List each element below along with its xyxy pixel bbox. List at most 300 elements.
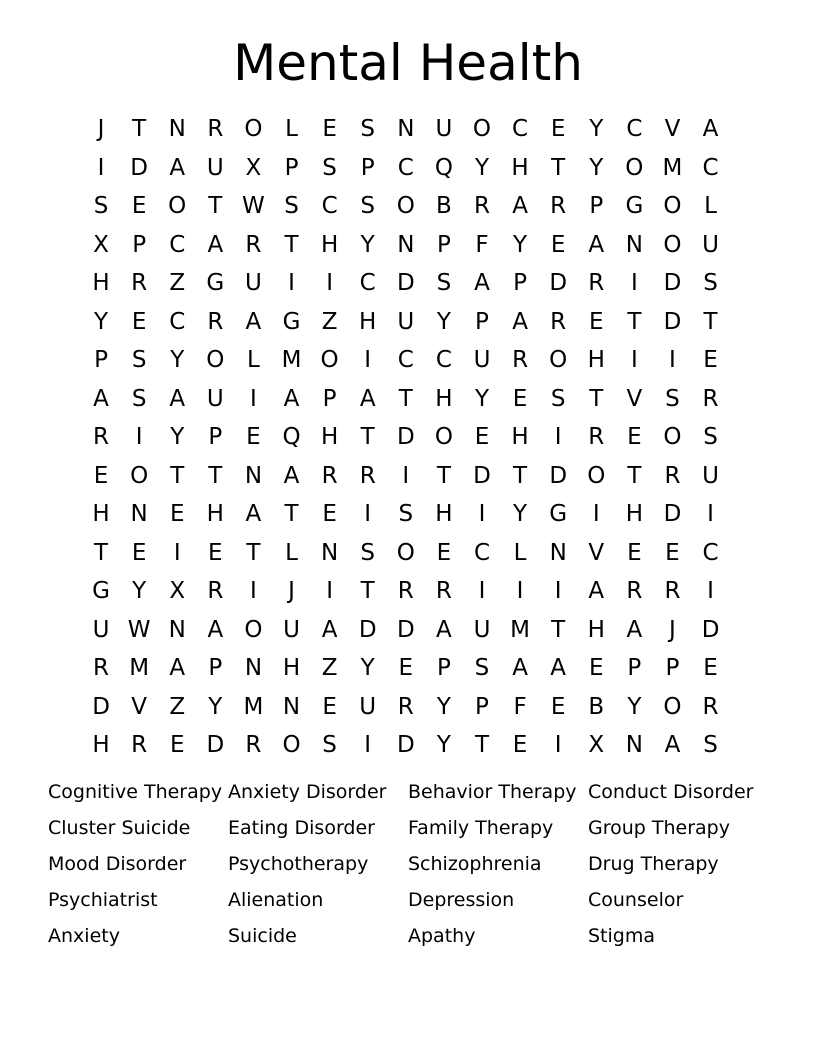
grid-cell: A — [169, 385, 186, 412]
grid-cell: R — [702, 385, 719, 412]
grid-cell: I — [478, 501, 486, 528]
grid-cell: P — [208, 424, 223, 451]
grid-cell: S — [550, 385, 566, 412]
grid-cell: T — [474, 732, 490, 759]
word-list-item: Apathy — [408, 925, 476, 947]
grid-cell: I — [173, 539, 181, 566]
grid-cell: Z — [321, 655, 338, 682]
grid-cell: Z — [169, 270, 186, 297]
grid-cell: U — [206, 154, 224, 181]
grid-cell: F — [513, 693, 527, 720]
grid-cell: T — [360, 424, 375, 451]
grid-cell: N — [625, 732, 643, 759]
grid-cell: Y — [436, 308, 451, 335]
grid-cell: G — [92, 578, 110, 605]
grid-row — [82, 187, 730, 226]
grid-cell: B — [436, 193, 452, 220]
grid-cell: R — [397, 578, 414, 605]
grid-cell: C — [473, 539, 491, 566]
grid-cell: I — [288, 270, 295, 297]
grid-cell: M — [662, 154, 683, 181]
grid-cell: U — [702, 462, 719, 489]
grid-cell: Y — [360, 231, 375, 258]
word-list-item: Stigma — [588, 925, 656, 947]
grid-cell: E — [436, 539, 452, 566]
grid-cell: A — [512, 193, 528, 220]
grid-cell: N — [282, 693, 301, 720]
grid-cell: A — [321, 616, 338, 643]
grid-cell: T — [170, 462, 185, 489]
grid-cell: D — [130, 154, 148, 181]
grid-cell: I — [250, 385, 257, 412]
grid-cell: Y — [474, 385, 490, 412]
grid-cell: H — [587, 616, 605, 643]
grid-cell: T — [208, 462, 223, 489]
grid-cell: G — [625, 193, 644, 220]
grid-cell: I — [592, 501, 600, 528]
grid-cell: A — [207, 231, 224, 258]
grid-cell: Y — [513, 231, 528, 258]
grid-cell: Y — [436, 693, 451, 720]
grid-cell: A — [512, 308, 528, 335]
grid-cell: P — [589, 193, 604, 220]
grid-cell: L — [285, 539, 298, 566]
grid-cell: T — [551, 616, 566, 643]
grid-cell: I — [326, 270, 333, 297]
grid-cell: M — [281, 347, 302, 374]
grid-cell: E — [131, 539, 147, 566]
grid-cell: A — [436, 616, 452, 643]
grid-cell: U — [397, 308, 415, 335]
grid-cell: C — [359, 270, 376, 297]
grid-cell: N — [244, 462, 263, 489]
grid-cell: L — [704, 193, 717, 220]
grid-cell: G — [549, 501, 568, 528]
grid-cell: D — [701, 616, 720, 643]
grid-cell: S — [360, 539, 375, 566]
word-list-item: Conduct Disorder — [588, 781, 754, 803]
grid-row — [82, 149, 730, 188]
grid-cell: E — [588, 655, 604, 682]
grid-cell: R — [207, 116, 224, 143]
grid-cell: I — [97, 154, 105, 181]
word-list-item: Drug Therapy — [588, 853, 719, 875]
grid-cell: Q — [434, 154, 453, 181]
grid-cell: A — [169, 655, 186, 682]
grid-cell: A — [512, 655, 528, 682]
grid-cell: L — [513, 539, 527, 566]
grid-cell: O — [130, 462, 149, 489]
grid-cell: D — [396, 424, 415, 451]
grid-cell: V — [626, 385, 643, 412]
grid-cell: A — [283, 462, 300, 489]
grid-cell: E — [703, 655, 718, 682]
grid-cell: O — [663, 231, 682, 258]
grid-cell: R — [131, 270, 148, 297]
grid-cell: S — [360, 193, 375, 220]
grid-cell: R — [664, 578, 681, 605]
grid-cell: O — [549, 347, 568, 374]
grid-cell: A — [664, 732, 681, 759]
grid-cell: Y — [513, 501, 528, 528]
grid-row — [82, 226, 730, 265]
grid-cell: C — [397, 154, 414, 181]
grid-cell: E — [169, 732, 185, 759]
grid-cell: U — [92, 616, 110, 643]
grid-cell: V — [588, 539, 605, 566]
grid-cell: R — [359, 462, 376, 489]
grid-cell: G — [206, 270, 225, 297]
grid-cell: E — [512, 385, 528, 412]
grid-cell: H — [359, 308, 377, 335]
grid-cell: C — [169, 231, 186, 258]
grid-cell: A — [588, 578, 605, 605]
grid-cell: A — [245, 501, 262, 528]
grid-cell: O — [396, 193, 415, 220]
grid-cell: H — [92, 732, 110, 759]
grid-row — [82, 495, 730, 534]
grid-cell: X — [588, 732, 605, 759]
grid-cell: E — [93, 462, 109, 489]
grid-cell: I — [364, 347, 372, 374]
grid-cell: R — [550, 308, 567, 335]
grid-cell: N — [397, 116, 415, 143]
grid-cell: J — [669, 616, 676, 643]
grid-cell: Y — [360, 655, 375, 682]
grid-cell: U — [473, 616, 491, 643]
grid-cell: A — [702, 116, 719, 143]
grid-cell: R — [664, 462, 681, 489]
grid-cell: S — [322, 732, 337, 759]
grid-cell: U — [245, 270, 262, 297]
grid-cell: A — [474, 270, 490, 297]
grid-cell: E — [246, 424, 261, 451]
word-list-item: Psychiatrist — [48, 889, 158, 911]
grid-cell: E — [627, 539, 642, 566]
grid-cell: D — [92, 693, 110, 720]
grid-cell: E — [131, 193, 147, 220]
grid-cell: S — [284, 193, 299, 220]
grid-cell: I — [516, 578, 524, 605]
grid-cell: A — [245, 308, 262, 335]
grid-cell: O — [663, 193, 682, 220]
grid-cell: U — [435, 116, 453, 143]
grid-cell: P — [513, 270, 528, 297]
grid-cell: R — [512, 347, 529, 374]
word-list-item: Anxiety — [48, 925, 120, 947]
grid-cell: Y — [589, 116, 604, 143]
grid-cell: C — [169, 308, 186, 335]
grid-cell: I — [707, 501, 714, 528]
grid-cell: J — [97, 116, 105, 143]
grid-cell: T — [246, 539, 261, 566]
grid-cell: E — [627, 424, 642, 451]
grid-cell: U — [473, 347, 491, 374]
grid-cell: S — [93, 193, 109, 220]
grid-cell: J — [288, 578, 295, 605]
grid-cell: I — [554, 578, 562, 605]
grid-cell: N — [244, 655, 263, 682]
grid-cell: T — [208, 193, 223, 220]
grid-cell: R — [131, 732, 148, 759]
grid-cell: E — [550, 116, 566, 143]
grid-cell: D — [663, 501, 682, 528]
grid-row — [82, 726, 730, 765]
grid-cell: E — [398, 655, 414, 682]
grid-cell: P — [665, 655, 680, 682]
grid-cell: T — [132, 116, 147, 143]
grid-cell: T — [436, 462, 451, 489]
grid-cell: R — [702, 693, 719, 720]
grid-cell: O — [472, 116, 492, 143]
word-list-item: Family Therapy — [408, 817, 554, 839]
grid-cell: S — [703, 424, 718, 451]
grid-cell: Y — [170, 347, 185, 374]
grid-row — [82, 303, 730, 342]
grid-cell: T — [398, 385, 413, 412]
word-list-item: Mood Disorder — [48, 853, 187, 875]
grid-cell: S — [703, 732, 718, 759]
grid-cell: C — [626, 116, 643, 143]
grid-cell: O — [625, 154, 644, 181]
grid-cell: E — [169, 501, 185, 528]
grid-cell: N — [168, 116, 186, 143]
grid-cell: E — [550, 231, 566, 258]
grid-cell: R — [435, 578, 452, 605]
grid-row — [82, 688, 730, 727]
grid-cell: C — [512, 116, 529, 143]
grid-cell: E — [208, 539, 223, 566]
grid-cell: A — [283, 385, 300, 412]
grid-cell: Y — [132, 578, 147, 605]
grid-cell: Y — [627, 693, 642, 720]
grid-cell: E — [550, 693, 566, 720]
grid-cell: P — [284, 154, 299, 181]
grid-cell: I — [554, 424, 562, 451]
grid-cell: D — [358, 616, 377, 643]
grid-cell: M — [243, 693, 264, 720]
grid-cell: D — [206, 732, 225, 759]
grid-cell: H — [206, 501, 224, 528]
grid-cell: A — [207, 616, 224, 643]
grid-cell: H — [435, 385, 453, 412]
grid-cell: A — [169, 154, 186, 181]
page-title: Mental Health — [233, 34, 583, 92]
grid-cell: U — [702, 231, 719, 258]
grid-cell: I — [135, 424, 143, 451]
grid-cell: D — [549, 462, 568, 489]
grid-cell: E — [474, 424, 490, 451]
grid-cell: H — [282, 655, 301, 682]
word-list-item: Eating Disorder — [228, 817, 375, 839]
grid-row — [82, 418, 730, 457]
grid-cell: C — [702, 154, 719, 181]
grid-cell: R — [550, 193, 567, 220]
grid-cell: G — [282, 308, 301, 335]
grid-cell: S — [665, 385, 680, 412]
grid-cell: P — [360, 154, 375, 181]
grid-cell: R — [93, 655, 110, 682]
grid-cell: T — [589, 385, 604, 412]
grid-cell: D — [396, 732, 415, 759]
grid-cell: E — [131, 308, 147, 335]
grid-cell: A — [626, 616, 643, 643]
grid-cell: C — [321, 193, 338, 220]
grid-cell: D — [396, 616, 415, 643]
grid-cell: D — [396, 270, 415, 297]
grid-cell: H — [92, 270, 110, 297]
grid-cell: C — [435, 347, 452, 374]
grid-cell: R — [245, 231, 262, 258]
grid-cell: X — [245, 154, 262, 181]
grid-cell: R — [207, 578, 224, 605]
grid-cell: O — [206, 347, 225, 374]
grid-cell: I — [554, 732, 562, 759]
grid-cell: S — [360, 116, 375, 143]
word-list-item: Anxiety Disorder — [228, 781, 387, 803]
word-list-item: Behavior Therapy — [408, 781, 577, 803]
grid-cell: S — [131, 347, 147, 374]
grid-cell: D — [473, 462, 491, 489]
grid-cell: P — [627, 655, 642, 682]
grid-cell: O — [663, 693, 682, 720]
grid-cell: R — [588, 424, 605, 451]
grid-cell: S — [322, 154, 337, 181]
grid-cell: O — [282, 732, 301, 759]
grid-cell: N — [168, 616, 186, 643]
grid-row — [82, 572, 730, 611]
word-list — [48, 776, 788, 956]
grid-row — [82, 264, 730, 303]
grid-cell: H — [625, 501, 643, 528]
grid-cell: M — [510, 616, 530, 643]
grid-cell: F — [475, 231, 489, 258]
grid-cell: I — [250, 578, 257, 605]
word-list-item: Suicide — [228, 925, 297, 947]
grid-cell: E — [322, 116, 337, 143]
grid-cell: P — [208, 655, 223, 682]
grid-row — [82, 534, 730, 573]
grid-cell: Y — [436, 732, 451, 759]
grid-cell: T — [703, 308, 718, 335]
grid-cell: N — [397, 231, 415, 258]
grid-cell: O — [168, 193, 187, 220]
grid-cell: A — [550, 655, 567, 682]
grid-cell: Z — [169, 693, 186, 720]
grid-cell: Y — [170, 424, 185, 451]
grid-cell: H — [511, 154, 529, 181]
grid-cell: T — [284, 501, 299, 528]
grid-cell: T — [551, 154, 566, 181]
grid-cell: T — [94, 539, 109, 566]
grid-cell: E — [703, 347, 718, 374]
grid-cell: T — [284, 231, 299, 258]
grid-cell: T — [627, 308, 642, 335]
grid-cell: E — [322, 501, 337, 528]
word-list-item: Counselor — [588, 889, 684, 911]
grid-cell: H — [320, 231, 339, 258]
grid-cell: N — [625, 231, 643, 258]
grid-cell: S — [436, 270, 452, 297]
grid-cell: R — [93, 424, 110, 451]
grid-cell: O — [434, 424, 453, 451]
grid-row — [82, 341, 730, 380]
grid-cell: E — [588, 308, 604, 335]
grid-cell: I — [630, 347, 638, 374]
grid-cell: Z — [321, 308, 338, 335]
grid-cell: B — [588, 693, 605, 720]
grid-cell: S — [474, 655, 490, 682]
grid-cell: Y — [474, 154, 490, 181]
grid-cell: L — [285, 116, 298, 143]
grid-cell: Q — [282, 424, 301, 451]
grid-cell: P — [94, 347, 108, 374]
grid-cell: R — [321, 462, 338, 489]
grid-cell: R — [588, 270, 605, 297]
grid-cell: R — [397, 693, 414, 720]
grid-cell: I — [364, 501, 372, 528]
word-list-item: Cluster Suicide — [48, 817, 191, 839]
grid-cell: M — [129, 655, 150, 682]
grid-cell: N — [321, 539, 339, 566]
grid-cell: O — [244, 116, 263, 143]
grid-cell: N — [549, 539, 567, 566]
grid-cell: I — [630, 270, 638, 297]
grid-cell: Y — [94, 308, 109, 335]
grid-cell: R — [207, 308, 224, 335]
word-list-item: Cognitive Therapy — [48, 781, 223, 803]
grid-cell: I — [478, 578, 486, 605]
grid-cell: U — [206, 385, 224, 412]
grid-cell: A — [93, 385, 109, 412]
grid-cell: H — [435, 501, 453, 528]
grid-cell: E — [322, 693, 337, 720]
grid-cell: X — [93, 231, 109, 258]
grid-cell: I — [707, 578, 714, 605]
grid-cell: S — [703, 270, 718, 297]
word-list-item: Depression — [408, 889, 515, 911]
grid-row — [82, 611, 730, 650]
grid-cell: T — [513, 462, 528, 489]
word-list-item: Psychotherapy — [228, 853, 369, 875]
grid-cell: H — [587, 347, 605, 374]
grid-cell: V — [131, 693, 147, 720]
grid-row — [82, 649, 730, 688]
grid-cell: R — [473, 193, 490, 220]
grid-cell: A — [588, 231, 605, 258]
grid-cell: O — [587, 462, 606, 489]
grid-cell: P — [322, 385, 337, 412]
grid-cell: O — [663, 424, 682, 451]
grid-cell: P — [436, 655, 451, 682]
grid-cell: R — [245, 732, 262, 759]
grid-cell: H — [320, 424, 339, 451]
grid-cell: H — [511, 424, 529, 451]
grid-cell: O — [320, 347, 339, 374]
grid-cell: T — [360, 578, 375, 605]
grid-cell: T — [627, 462, 642, 489]
grid-cell: O — [244, 616, 263, 643]
grid-cell: I — [326, 578, 333, 605]
grid-cell: P — [436, 231, 451, 258]
grid-row — [82, 110, 730, 149]
grid-cell: U — [283, 616, 300, 643]
grid-cell: E — [512, 732, 528, 759]
grid-cell: S — [398, 501, 414, 528]
grid-row — [82, 380, 730, 419]
grid-row — [82, 457, 730, 496]
grid-cell: C — [397, 347, 414, 374]
